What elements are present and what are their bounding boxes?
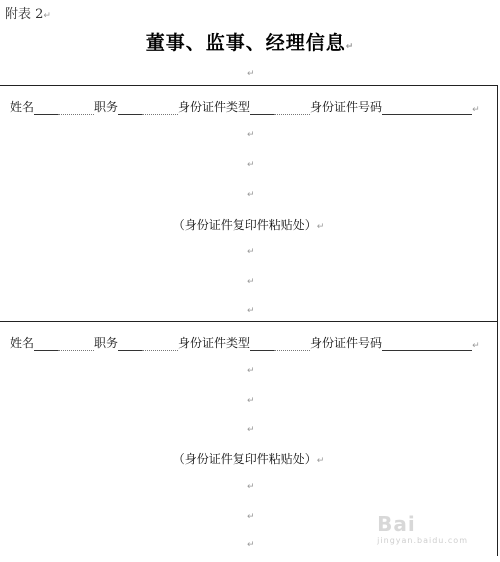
paragraph-mark: ↵	[316, 222, 325, 232]
id-copy-paste-area: （身份证件复印件粘贴处）↵	[172, 452, 325, 466]
page-title: 董事、监事、经理信息↵	[145, 32, 355, 54]
name-blank[interactable]	[34, 339, 58, 351]
id-type-blank[interactable]	[250, 103, 274, 115]
paragraph-mark: ↵	[247, 69, 255, 79]
paragraph-mark: ↵	[247, 306, 255, 316]
position-blank[interactable]	[118, 103, 142, 115]
person-block-1	[0, 86, 497, 322]
paragraph-mark: ↵	[316, 456, 325, 466]
paragraph-mark: ↵	[247, 425, 255, 435]
id-number-label: 身份证件号码	[310, 100, 383, 114]
position-blank[interactable]	[118, 339, 142, 351]
id-number-blank[interactable]	[382, 339, 472, 351]
paragraph-mark: ↵	[247, 366, 255, 376]
id-type-label: 身份证件类型	[178, 336, 251, 350]
position-label: 职务	[94, 100, 119, 114]
id-number-label: 身份证件号码	[310, 336, 383, 350]
person-fields-row	[10, 98, 480, 115]
paragraph-mark: ↵	[247, 512, 255, 522]
name-label: 姓名	[10, 336, 35, 350]
paragraph-mark: ↵	[247, 396, 255, 406]
paragraph-mark: ↵	[345, 42, 355, 52]
id-type-label: 身份证件类型	[178, 100, 251, 114]
person-fields-row	[10, 334, 480, 351]
baidu-watermark: Bai jingyan.baidu.com	[377, 512, 468, 545]
id-type-blank[interactable]	[250, 339, 274, 351]
paragraph-mark: ↵	[247, 160, 255, 170]
annex-label: 附表 2↵	[5, 7, 51, 22]
name-blank[interactable]	[34, 103, 58, 115]
paragraph-mark: ↵	[247, 247, 255, 257]
id-copy-paste-area: （身份证件复印件粘贴处）↵	[172, 218, 325, 232]
paragraph-mark: ↵	[247, 190, 255, 200]
name-label: 姓名	[10, 100, 35, 114]
paragraph-mark: ↵	[247, 130, 255, 140]
paragraph-mark: ↵	[472, 105, 480, 115]
paragraph-mark: ↵	[247, 540, 255, 550]
paragraph-mark: ↵	[472, 341, 480, 351]
info-table	[0, 85, 498, 556]
paragraph-mark: ↵	[247, 277, 255, 287]
position-label: 职务	[94, 336, 119, 350]
id-number-blank[interactable]	[382, 103, 472, 115]
paragraph-mark: ↵	[43, 11, 51, 21]
paragraph-mark: ↵	[247, 482, 255, 492]
